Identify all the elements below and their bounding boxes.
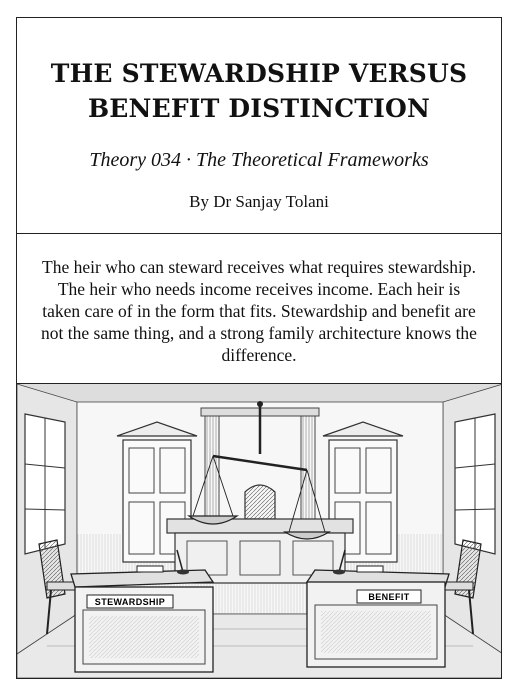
- quote-section: [17, 234, 501, 384]
- title-line-2: BENEFIT DISTINCTION: [87, 94, 431, 123]
- document-icon: [357, 566, 383, 572]
- quote-text: The heir who can steward receives what requires stewardship. The heir who needs income receives income. Each heir is taken care of in the form that fits. Stewardship and benefit are not the same thing, and a strong family architecture knows the difference.: [41, 257, 477, 365]
- header-section: [17, 18, 501, 234]
- title-line-1: THE STEWARDSHIP VERSUS: [50, 59, 468, 88]
- courtroom-illustration: [17, 384, 501, 678]
- right-window: [455, 414, 495, 554]
- byline: By Dr Sanjay Tolani: [189, 192, 329, 211]
- subtitle: Theory 034 · The Theoretical Frameworks: [89, 149, 429, 171]
- stewardship-label: STEWARDSHIP: [94, 597, 166, 607]
- card: [16, 17, 502, 679]
- document-icon: [137, 566, 163, 572]
- benefit-label: BENEFIT: [368, 592, 410, 602]
- illustration: [17, 384, 501, 678]
- judge-chair: [245, 485, 275, 519]
- inkwell-icon: [177, 570, 189, 575]
- left-window: [25, 414, 65, 554]
- page-title: [17, 56, 501, 126]
- inkwell-icon: [333, 570, 345, 575]
